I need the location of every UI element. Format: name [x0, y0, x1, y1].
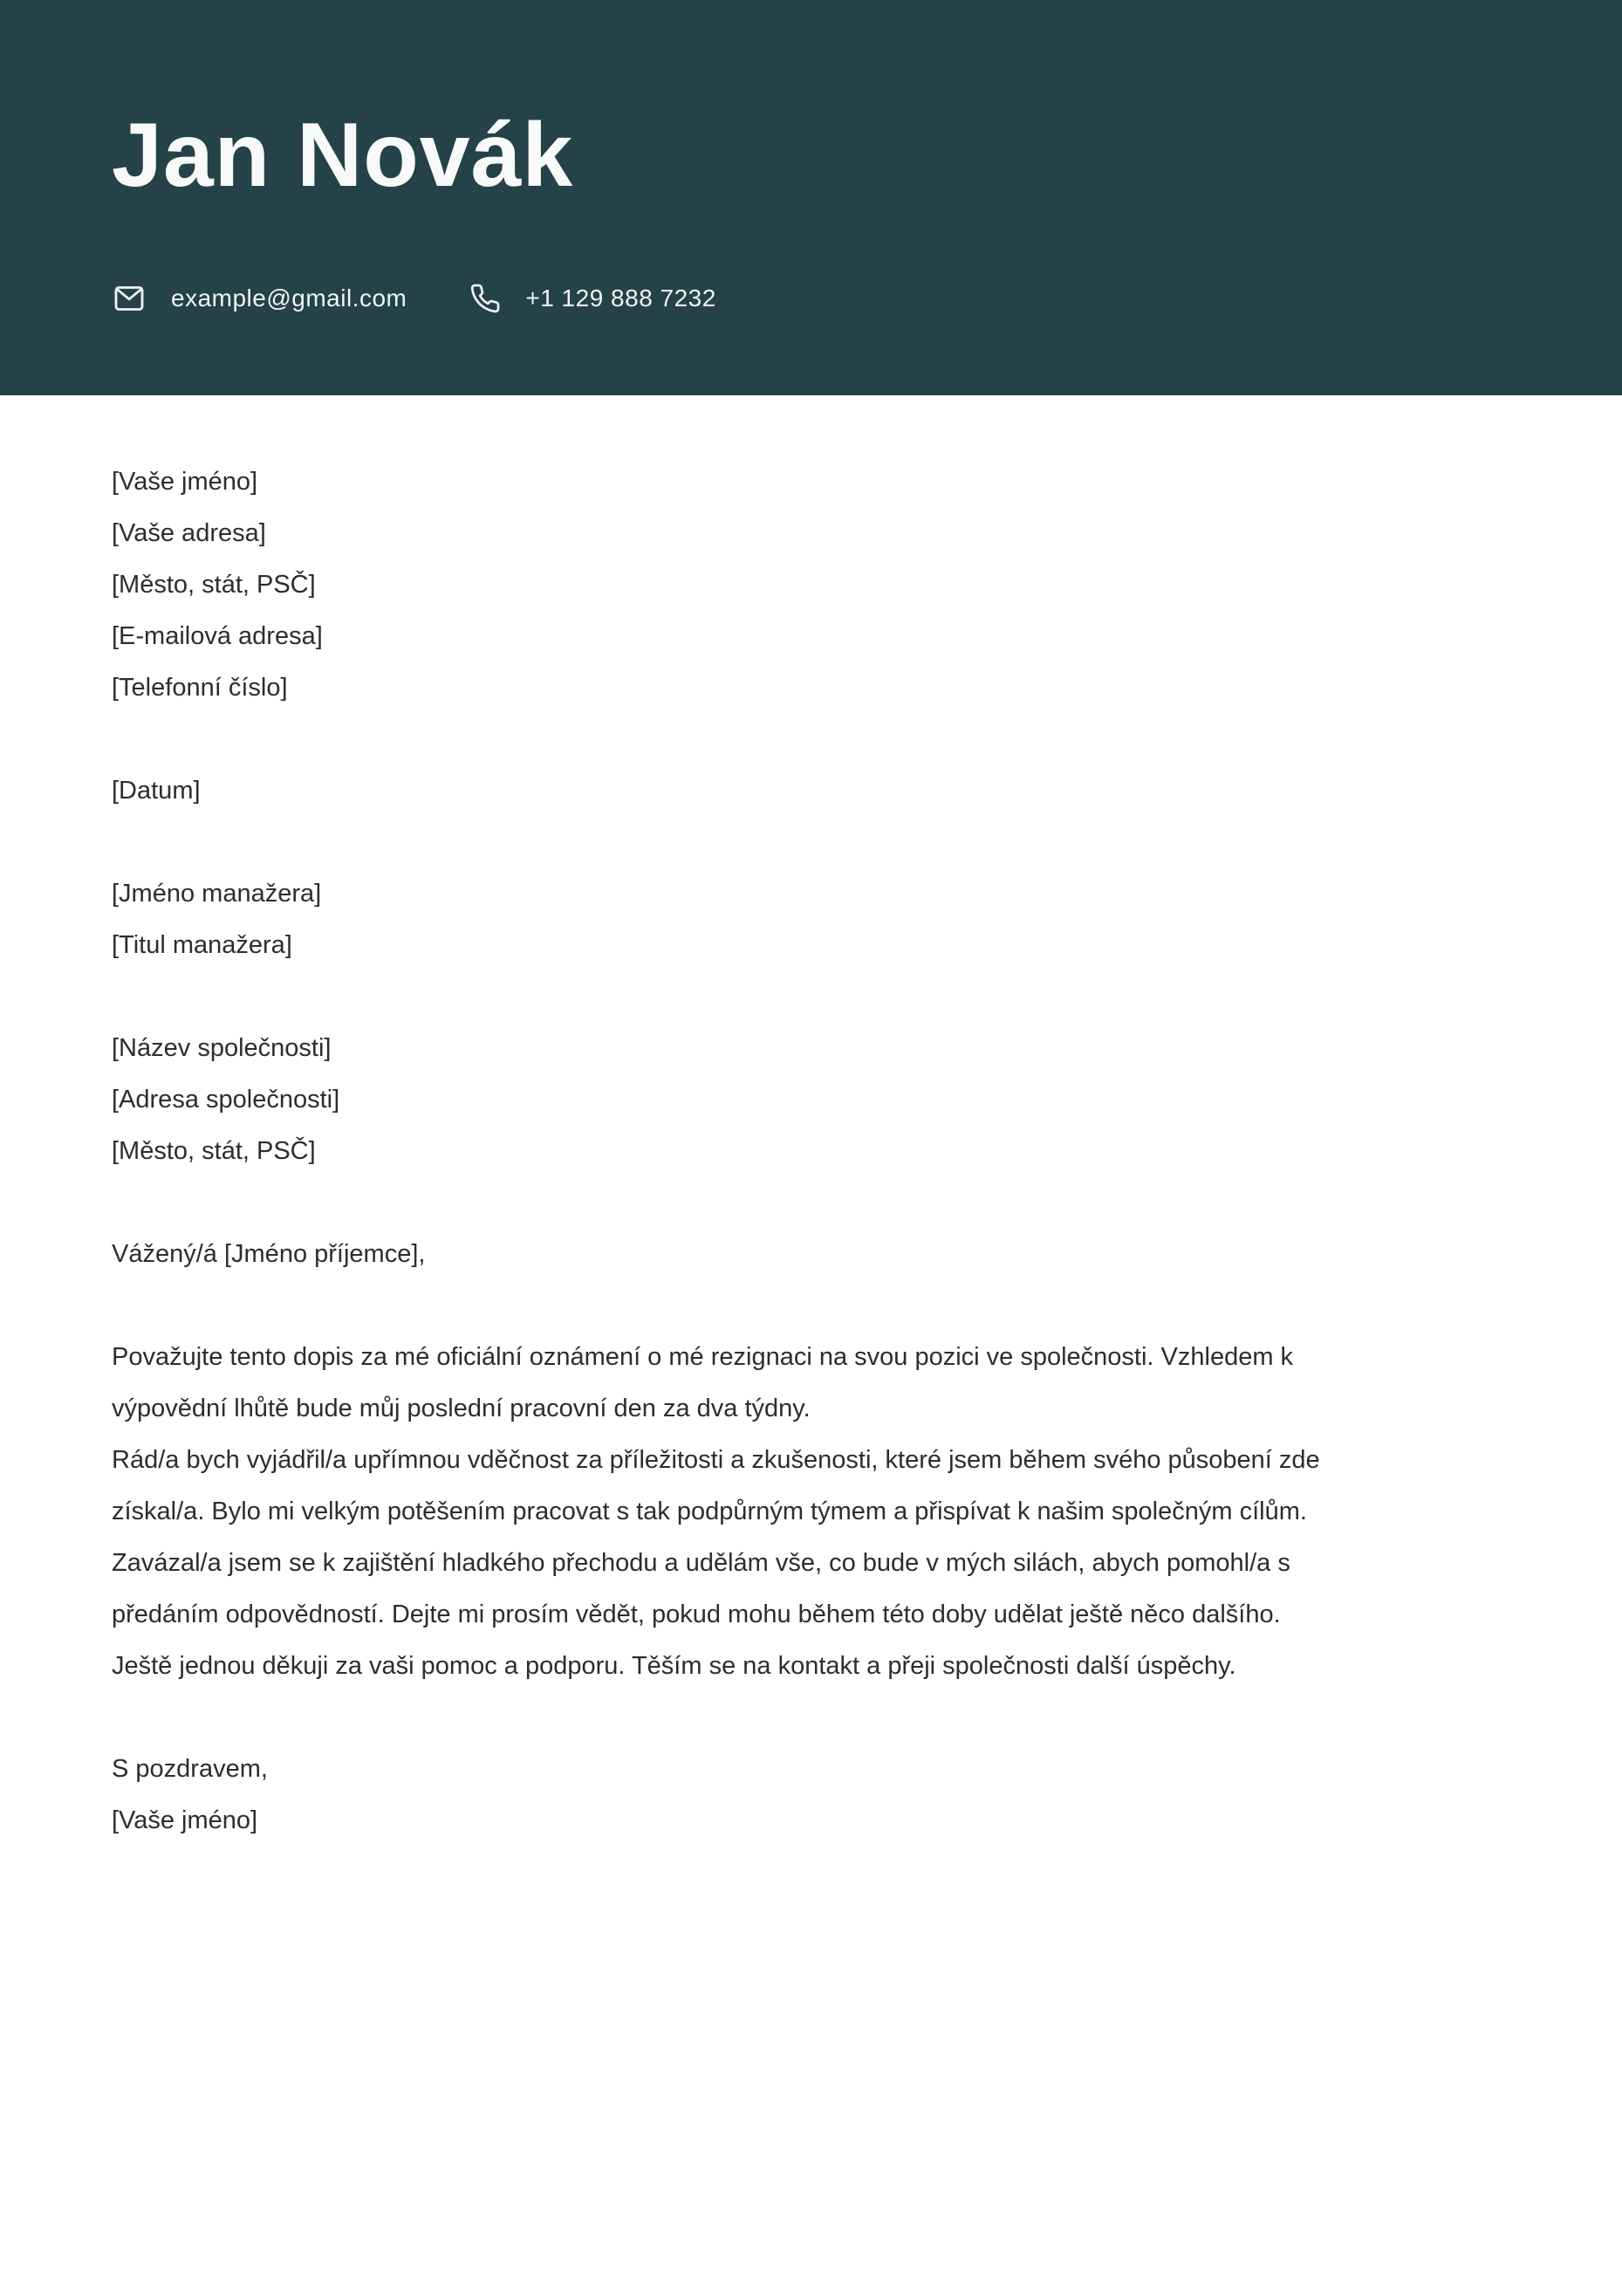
- contact-email-text: example@gmail.com: [171, 284, 407, 312]
- date-line: [Datum]: [112, 777, 201, 805]
- phone-icon: [469, 283, 501, 314]
- body-paragraphs: [112, 1332, 1552, 1692]
- manager-block: [112, 868, 1552, 971]
- sender-name-title: Jan Novák: [112, 105, 574, 206]
- letter-header: [0, 0, 1622, 395]
- body-line: Zavázal/a jsem se k zajištění hladkého přechodu a udělám vše, co bude v mých silách, abych pomohl/a s: [112, 1549, 1290, 1577]
- sender-phone-line: [Telefonní číslo]: [112, 674, 288, 702]
- manager-name-line: [Jméno manažera]: [112, 880, 322, 908]
- body-line: výpovědní lhůtě bude můj poslední pracovní den za dva týdny.: [112, 1395, 811, 1422]
- closing-name-line: [Vaše jméno]: [112, 1806, 258, 1834]
- body-line: Považujte tento dopis za mé oficiální oznámení o mé rezignaci na svou pozici ve společnosti. Vzhledem k: [112, 1343, 1294, 1371]
- sender-name-line: [Vaše jméno]: [112, 468, 258, 496]
- contact-phone: [469, 283, 715, 314]
- body-line: předáním odpovědností. Dejte mi prosím vědět, pokud mohu během této doby udělat ještě něco dalšího.: [112, 1600, 1281, 1628]
- contact-email: [112, 281, 407, 316]
- closing-salutation-line: S pozdravem,: [112, 1755, 268, 1783]
- mail-icon: [112, 281, 147, 316]
- contact-row: [112, 281, 779, 316]
- company-block: [112, 1023, 1552, 1177]
- body-line: Rád/a bych vyjádřil/a upřímnou vděčnost za příležitosti a zkušenosti, které jsem během svého působení zde: [112, 1446, 1320, 1474]
- closing-block: [112, 1744, 1552, 1847]
- sender-email-line: [E-mailová adresa]: [112, 622, 323, 650]
- contact-phone-text: +1 129 888 7232: [525, 284, 716, 312]
- sender-city-line: [Město, stát, PSČ]: [112, 571, 316, 599]
- greeting-line: Vážený/á [Jméno příjemce],: [112, 1240, 426, 1268]
- sender-address-line: [Vaše adresa]: [112, 519, 266, 547]
- date-block: [112, 765, 1552, 817]
- company-city-line: [Město, stát, PSČ]: [112, 1137, 316, 1165]
- body-line: získal/a. Bylo mi velkým potěšením pracovat s tak podpůrným týmem a přispívat k našim společným cílům.: [112, 1498, 1307, 1525]
- company-address-line: [Adresa společnosti]: [112, 1086, 340, 1114]
- manager-title-line: [Titul manažera]: [112, 931, 292, 959]
- body-line: Ještě jednou děkuji za vaši pomoc a podporu. Těším se na kontakt a přeji společnosti další úspěchy.: [112, 1652, 1236, 1680]
- sender-address-block: [112, 456, 1552, 714]
- greeting-block: [112, 1229, 1552, 1280]
- letter-document: [0, 395, 1622, 1847]
- company-name-line: [Název společnosti]: [112, 1034, 332, 1062]
